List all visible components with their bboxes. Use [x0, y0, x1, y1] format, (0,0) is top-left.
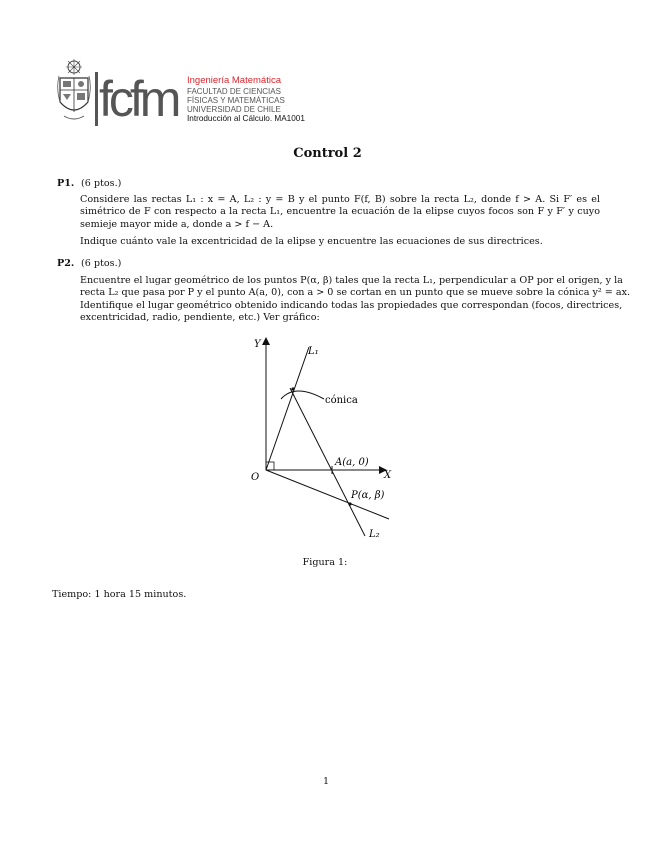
time-note: Tiempo: 1 hora 15 minutos. [52, 589, 187, 600]
figure-diagram [245, 333, 405, 543]
problem-2-label: P2. [57, 258, 75, 269]
problem-2-line: Identifique el lugar geométrico obtenido indicando todas las propiedades que correspondan (focos, directrices, [80, 299, 623, 311]
intersection-point [291, 387, 294, 390]
y-axis-label: Y [254, 339, 261, 350]
line-l2-label: L₂ [369, 529, 380, 540]
problem-1-statement [80, 194, 600, 231]
university-name: UNIVERSIDAD DE CHILE [187, 105, 281, 114]
institute-name: Ingeniería Matemática [187, 75, 281, 86]
problem-1-line: Considere las rectas L₁ : x = A, L₂ : y = B y el punto F(f, B) sobre la recta L₂, donde f > A. Si F′ es el [80, 194, 600, 205]
problem-1-line: semieje mayor mide a, donde a > f − A. [80, 218, 274, 230]
problem-1-points: (6 ptos.) [81, 178, 122, 189]
university-shield-logo [56, 58, 92, 124]
page-number: 1 [322, 776, 330, 787]
conic-label: cónica [325, 395, 358, 406]
faculty-line-1: FACULTAD DE CIENCIAS [187, 87, 281, 96]
origin-label: O [251, 472, 260, 483]
point-a-label: A(a, 0) [335, 457, 369, 468]
problem-2-points: (6 ptos.) [81, 258, 122, 269]
problem-1-question: Indique cuánto vale la excentricidad de la elipse y encuentre las ecuaciones de sus directrices. [80, 236, 543, 247]
figure-caption: Figura 1: [302, 557, 348, 568]
problem-1-line: simétrico de F con respecto a la recta L₁, encuentre la ecuación de la elipse cuyos focos son F y F′ y cuyo [80, 206, 600, 218]
point-p-marker [348, 502, 351, 505]
line-l1 [266, 347, 309, 470]
fcfm-logo-text: fcfm [99, 72, 178, 126]
line-l1-label: L₁ [308, 346, 319, 357]
problem-2-statement [80, 275, 631, 324]
page-title: Control 2 [293, 146, 362, 161]
problem-2-line: excentricidad, radio, pendiente, etc.) Ver gráfico: [80, 311, 320, 323]
point-p-label: P(α, β) [351, 490, 385, 501]
problem-1-label: P1. [57, 178, 75, 189]
problem-2-line: recta L₂ que pasa por P y el punto A(a, 0), con a > 0 se cortan en un punto que se mueve sobre la cónica y² = ax. [80, 287, 631, 299]
fcfm-logo [94, 72, 182, 126]
conic-curve [281, 391, 324, 399]
x-axis-label: X [384, 470, 392, 481]
faculty-line-2: FÍSICAS Y MATEMÁTICAS [187, 96, 285, 105]
problem-2-line: Encuentre el lugar geométrico de los puntos P(α, β) tales que la recta L₁, perpendicular a OP por el origen, y la [80, 275, 623, 286]
course-name: Introducción al Cálculo. MA1001 [187, 114, 305, 123]
